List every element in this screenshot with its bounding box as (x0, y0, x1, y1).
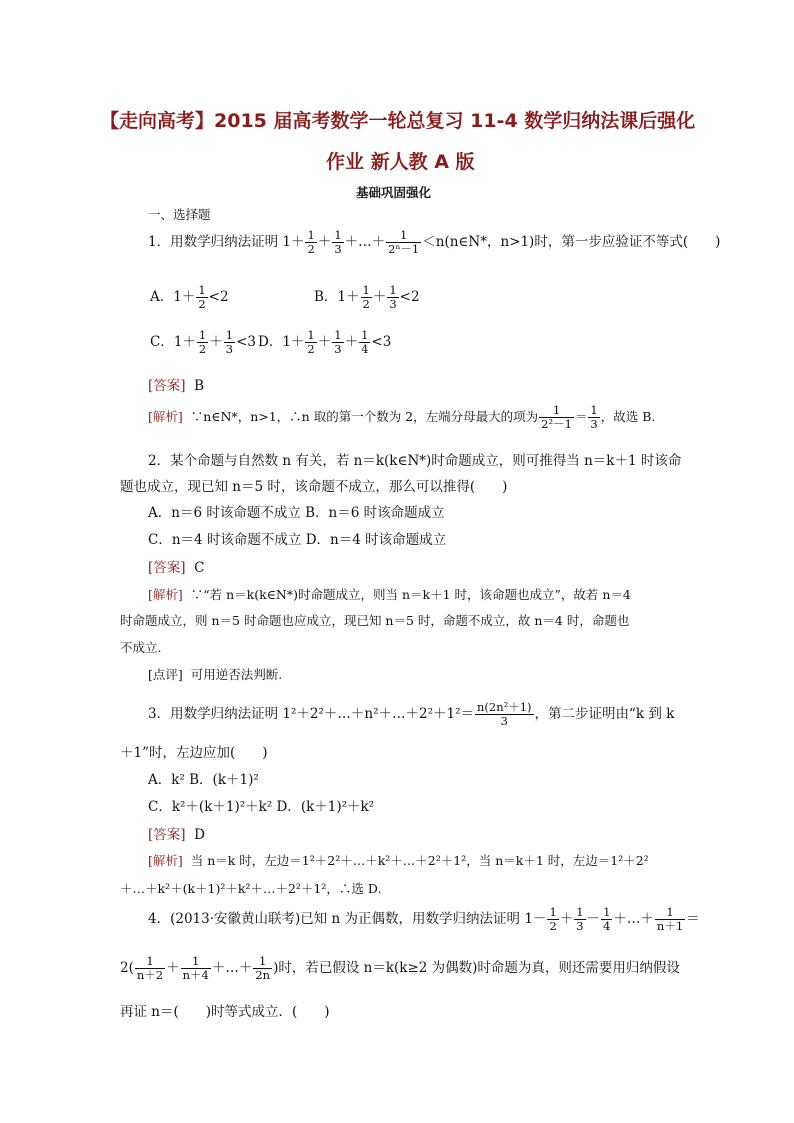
q1-option-a: A．1＋ $\frac{1}{2}$ <2 (150, 283, 229, 311)
analysis-tag: [解析] (148, 853, 183, 868)
q3-answer (148, 823, 205, 843)
document-title-line2: 作业 新人教 A 版 (326, 151, 475, 173)
analysis-tag: [解析] (148, 409, 183, 424)
q2-analysis-line1: [解析] ∵“若 n＝k(k∈N*)时命题成立，则当 n＝k＋1 时，该命题也成立”，故若 n＝4 (148, 587, 631, 602)
answer-value: C (194, 560, 205, 576)
question-1-stem: 1．用数学归纳法证明 1＋ $\frac{1}{2}$ ＋ $\frac{1}{3}$ ＋…＋ $\frac{1}{\text{2ⁿ－1}}$ ＜n(n∈N*，n>1)时，第一步应验证不等式( ) (148, 228, 721, 256)
q1-analysis: [解析] ∵n∈N*，n>1，∴n 取的第一个数为 2，左端分母最大的项为 $\frac{1}{\text{2²－1}}$ ＝ $\frac{1}{3}$ ，故选 B. (148, 403, 656, 431)
q2-comment: [点评] 可用逆否法判断. (148, 667, 283, 682)
q3-options-cd: C．k²＋(k＋1)²＋k² D．(k＋1)²＋k² (148, 799, 375, 815)
q2-answer (148, 556, 204, 576)
q2-stem-line1: 2．某个命题与自然数 n 有关，若 n＝k(k∈N*)时命题成立，则可推得当 n＝k＋1 时该命 (148, 453, 682, 469)
answer-value: B (194, 378, 205, 394)
q3-stem-line2: ＋1”时，左边应加( ) (120, 745, 268, 761)
q2-stem-line2: 题也成立，现已知 n＝5 时，该命题不成立，那么可以推得( ) (120, 479, 508, 495)
q1-option-c: C．1＋ $\frac{1}{2}$ ＋ $\frac{1}{3}$ <3 (150, 328, 256, 356)
section-header: 基础巩固强化 (356, 185, 432, 200)
comment-tag: [点评] (148, 667, 183, 682)
fraction: $\frac{1}{2}$ (307, 228, 315, 256)
q2-analysis-line3: 不成立. (120, 640, 162, 655)
q3-analysis-line2: ＋…＋k²＋(k＋1)²＋k²＋…＋2²＋1²，∴选 D. (120, 881, 382, 896)
answer-tag: [答案] (148, 827, 186, 843)
answer-tag: [答案] (148, 560, 186, 576)
part-header: 一、选择题 (148, 207, 211, 222)
analysis-tag: [解析] (148, 587, 183, 602)
answer-value: D (194, 827, 205, 843)
q3-options-ab: A．k² B．(k＋1)² (148, 772, 259, 788)
fraction: $\frac{1}{3}$ (334, 228, 342, 256)
q4-stem-line1: 4．(2013·安徽黄山联考)已知 n 为正偶数，用数学归纳法证明 1－ $\frac{1}{2}$ ＋ $\frac{1}{3}$ － $\frac{1}{4}$ ＋…＋ $\frac{1}{n+1}$ ＝ (148, 905, 700, 933)
fraction: $\frac{1}{\text{2ⁿ－1}}$ (388, 228, 420, 256)
answer-tag: [答案] (148, 378, 186, 394)
q3-stem-line1: 3．用数学归纳法证明 1²＋2²＋…＋n²＋…＋2²＋1²＝ $\frac{\text{n(2n²＋1)}}{3}$ ，第二步证明由“k 到 k (148, 700, 675, 728)
q1-option-d: D．1＋ $\frac{1}{2}$ ＋ $\frac{1}{3}$ ＋ $\frac{1}{4}$ <3 (258, 328, 392, 356)
q4-stem-line3: 再证 n＝( )时等式成立．( ) (120, 1004, 330, 1020)
q2-options-cd: C．n＝4 时该命题不成立 D．n＝4 时该命题成立 (148, 532, 447, 548)
document-title-line1: 【走向高考】2015 届高考数学一轮总复习 11-4 数学归纳法课后强化 (100, 110, 696, 132)
q4-stem-line2: 2( $\frac{1}{n+2}$ ＋ $\frac{1}{n+4}$ ＋…＋ $\frac{1}{2n}$ )时，若已假设 n＝k(k≥2 为偶数)时命题为真，则还需要用归纳假设 (120, 954, 680, 982)
q2-analysis-line2: 时命题成立，则 n＝5 时命题也应成立，现已知 n＝5 时，命题不成立，故 n＝4 时，命题也 (120, 613, 630, 628)
q2-options-ab: A．n＝6 时该命题不成立 B．n＝6 时该命题成立 (148, 505, 445, 521)
q1-option-b: B．1＋ $\frac{1}{2}$ ＋ $\frac{1}{3}$ <2 (314, 283, 420, 311)
q1-stem-start: 1．用数学归纳法证明 1＋ (148, 234, 305, 250)
q1-stem-end: ＜n(n∈N*，n>1)时，第一步应验证不等式( ) (422, 234, 721, 250)
q1-answer (148, 374, 204, 394)
q3-analysis-line1: [解析] 当 n＝k 时，左边＝1²＋2²＋…＋k²＋…＋2²＋1²，当 n＝k＋1 时，左边＝1²＋2² (148, 853, 649, 868)
